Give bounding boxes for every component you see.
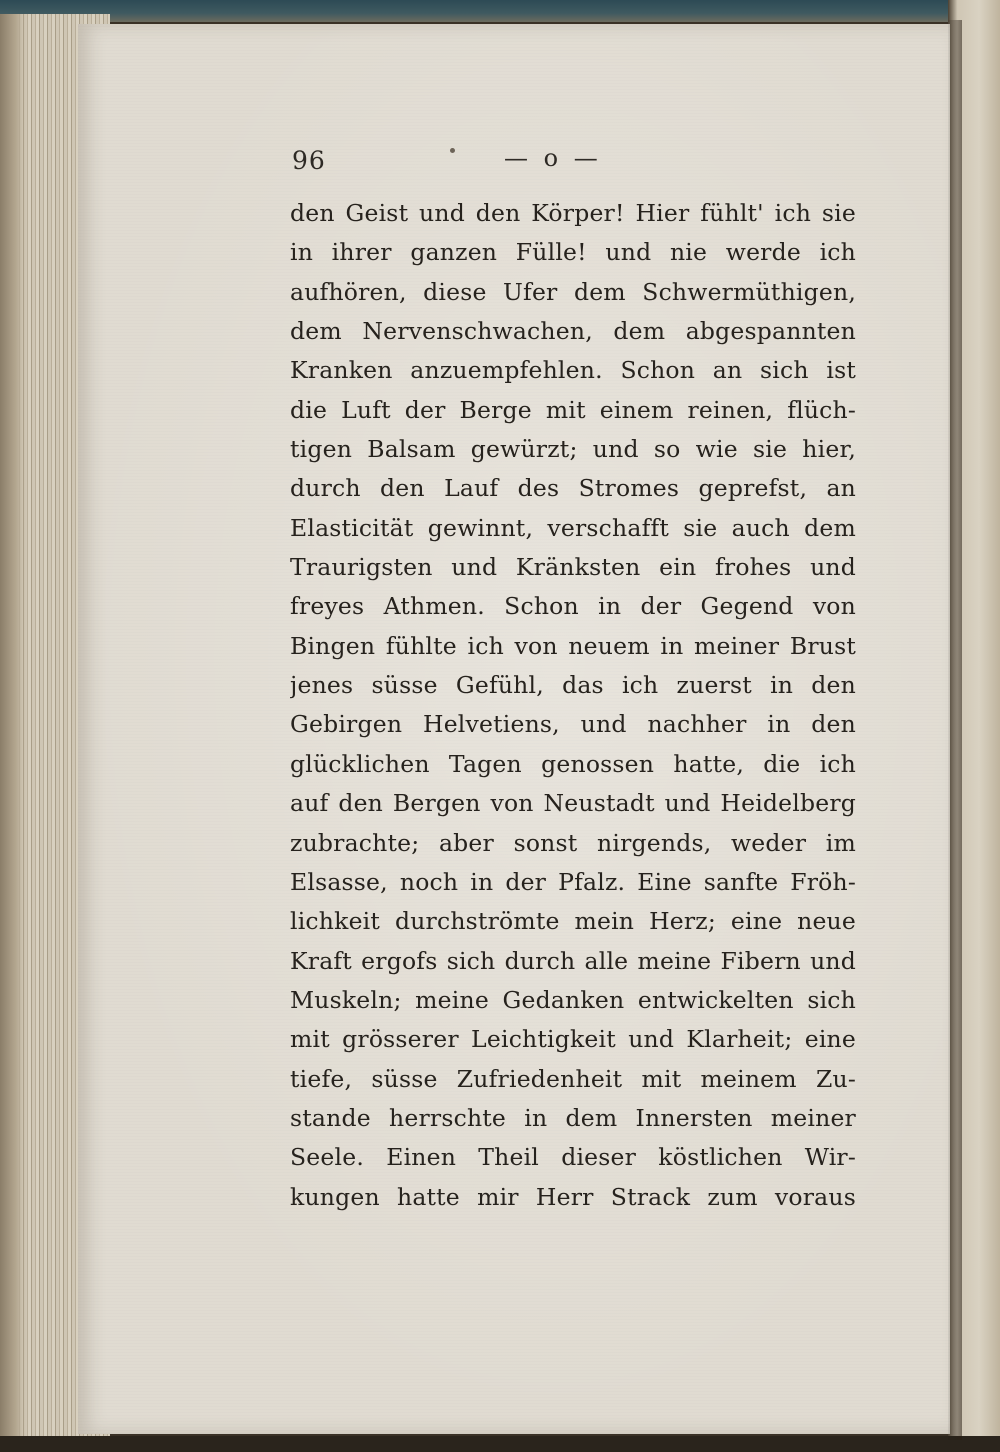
running-head — [292, 142, 852, 182]
gutter-shadow — [948, 20, 962, 1440]
text-line: Muskeln; meine Gedanken entwickelten sich — [290, 985, 856, 1014]
text-line: zubrachte; aber sonst nirgends, weder im — [290, 828, 856, 857]
text-line: die Luft der Berge mit einem reinen, flüch- — [290, 395, 856, 424]
text-line: lichkeit durchströmte mein Herz; eine neue — [290, 907, 856, 936]
body-text — [290, 194, 856, 1217]
text-line: Kraft ergofs sich durch alle meine Fibern und — [290, 946, 856, 975]
book-cover-edge — [0, 0, 1000, 22]
page-number: 96 — [292, 146, 326, 175]
text-line: Traurigsten und Kränksten ein frohes und — [290, 553, 856, 582]
ink-speck — [450, 148, 455, 153]
text-line: tiefe, süsse Zufriedenheit mit meinem Zu- — [290, 1064, 856, 1093]
scan-bottom-edge — [0, 1436, 1000, 1452]
text-line: Elsasse, noch in der Pfalz. Eine sanfte Fröh- — [290, 867, 856, 896]
text-line: Kranken anzuempfehlen. Schon an sich ist — [290, 356, 856, 385]
text-line: Bingen fühlte ich von neuem in meiner Brust — [290, 631, 856, 660]
text-line: aufhören, diese Ufer dem Schwermüthigen, — [290, 277, 856, 306]
text-line: stande herrschte in dem Innersten meiner — [290, 1103, 856, 1132]
text-line: den Geist und den Körper! Hier fühlt' ich sie — [290, 199, 856, 227]
text-line: durch den Lauf des Stromes geprefst, an — [290, 474, 856, 503]
text-line: in ihrer ganzen Fülle! und nie werde ich — [290, 238, 856, 267]
text-line: glücklichen Tagen genossen hatte, die ich — [290, 749, 856, 778]
text-line: Seele. Einen Theil dieser köstlichen Wir- — [290, 1143, 856, 1172]
text-line: Elasticität gewinnt, verschafft sie auch dem — [290, 513, 856, 542]
text-line: auf den Bergen von Neustadt und Heidelberg — [290, 789, 856, 818]
text-line: tigen Balsam gewürzt; und so wie sie hier, — [290, 435, 856, 464]
text-line: Gebirgen Helvetiens, und nachher in den — [290, 710, 856, 739]
text-line: kungen hatte mir Herr Strack zum voraus — [290, 1182, 856, 1211]
header-ornament: — o — — [504, 144, 602, 172]
text-line: jenes süsse Gefühl, das ich zuerst in den — [290, 671, 856, 700]
text-line: mit grösserer Leichtigkeit und Klarheit; eine — [290, 1025, 856, 1054]
text-line: dem Nervenschwachen, dem abgespannten — [290, 317, 856, 346]
text-line: freyes Athmen. Schon in der Gegend von — [290, 592, 856, 621]
